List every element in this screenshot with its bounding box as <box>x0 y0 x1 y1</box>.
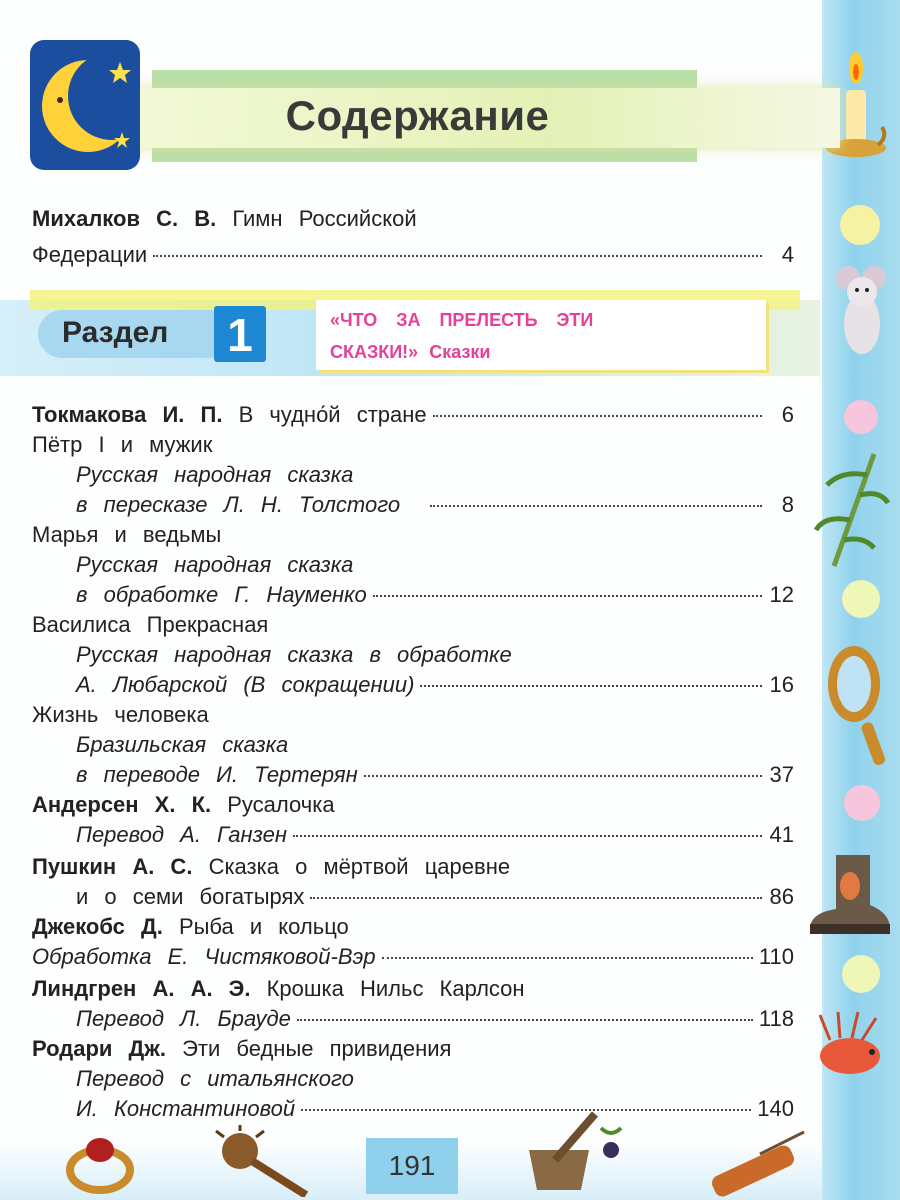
toc-entry-pushkin-sub <box>76 882 794 912</box>
toc-entry-petr-sub2 <box>76 490 794 520</box>
toc-entry-mikhalkov <box>32 204 794 234</box>
entry-title: Русалочка <box>227 792 335 817</box>
toc-entry-andersen <box>32 790 794 820</box>
entry-title-cont: и о семи богатырях <box>76 884 305 909</box>
toc-entry-marya-sub2 <box>76 580 794 610</box>
page-ref: 16 <box>769 672 794 697</box>
page-ref: 4 <box>781 242 794 267</box>
page-ref: 41 <box>769 822 794 847</box>
section-label: Раздел <box>62 316 169 349</box>
entry-title-cont: Федерации <box>32 242 148 267</box>
entry-subtitle: А. Любарской <box>76 672 228 697</box>
entry-title: Пётр I и мужик <box>32 432 213 457</box>
toc-entry-petr-sub1 <box>76 460 794 490</box>
mortar-pestle-icon <box>515 1110 625 1200</box>
toc-entry-mikhalkov-line2 <box>32 240 794 270</box>
dot-leader <box>310 897 762 899</box>
page-ref: 37 <box>769 762 794 787</box>
entry-subtitle: Бразильская сказка <box>76 732 289 757</box>
entry-subtitle: в переводе И. Тертерян <box>76 762 358 787</box>
bamboo-icon <box>812 450 892 570</box>
old-boot-icon <box>806 850 892 940</box>
dot-leader <box>293 835 762 837</box>
author-name: Пушкин А. С. <box>32 854 193 879</box>
toc-entry-marya-sub1 <box>76 550 794 580</box>
toc-entry-vasilisa-sub2 <box>76 670 794 700</box>
page-number: 191 <box>366 1138 458 1194</box>
toc-entry-vasilisa <box>32 610 794 640</box>
entry-title: В чудно́й стране <box>238 402 427 427</box>
toc-entry-pushkin <box>32 852 794 882</box>
author-name: Линдгрен А. А. Э. <box>32 976 251 1001</box>
entry-title: Крошка Нильс Карлсон <box>266 976 525 1001</box>
entry-subtitle: Русская народная сказка <box>76 552 354 577</box>
page-ref: 86 <box>769 884 794 909</box>
author-name: Токмакова И. П. <box>32 402 223 427</box>
ring-icon <box>60 1130 140 1196</box>
toc-entry-rodari-sub1 <box>76 1064 794 1094</box>
section-genre: Сказки <box>429 342 491 362</box>
entry-subtitle: Перевод с итальянского <box>76 1066 354 1091</box>
toc-entry-jacobs-sub <box>32 942 794 972</box>
entry-subtitle: Обработка Е. Чистяковой-Вэр <box>32 944 376 969</box>
lionfish-icon <box>800 1010 896 1090</box>
entry-title: Рыба и кольцо <box>178 914 349 939</box>
hand-mirror-icon <box>822 640 894 770</box>
toc-entry-lindgren-sub <box>76 1004 794 1034</box>
entry-subtitle: Перевод Л. Брауде <box>76 1006 291 1031</box>
section-title-line1: «ЧТО ЗА ПРЕЛЕСТЬ ЭТИ <box>330 310 594 330</box>
toc-entry-petr <box>32 430 794 460</box>
page-ref: 12 <box>769 582 794 607</box>
entry-title: Гимн Российской <box>232 206 417 231</box>
toc-entry-tokmakova <box>32 400 794 430</box>
entry-subtitle: И. Константиновой <box>76 1096 296 1121</box>
page-ref: 140 <box>757 1096 794 1121</box>
dot-leader <box>297 1019 753 1021</box>
author-name: Родари Дж. <box>32 1036 166 1061</box>
toc-entry-lindgren <box>32 974 794 1004</box>
entry-subtitle: в обработке Г. Науменко <box>76 582 367 607</box>
page-ref: 8 <box>781 492 794 517</box>
entry-subtitle: Русская народная сказка в обработке <box>76 642 512 667</box>
author-name: Андерсен Х. К. <box>32 792 212 817</box>
page-title: Содержание <box>285 92 550 139</box>
mace-icon <box>210 1125 310 1197</box>
section-number-badge: 1 <box>214 306 266 362</box>
entry-subtitle: Русская народная сказка <box>76 462 354 487</box>
decor-dot <box>844 785 880 821</box>
author-name: Джекобс Д. <box>32 914 163 939</box>
dot-leader <box>382 957 753 959</box>
page-ref: 6 <box>781 402 794 427</box>
toc-entry-jacobs <box>32 912 794 942</box>
dot-leader <box>364 775 762 777</box>
toc-entry-rodari <box>32 1034 794 1064</box>
toc-entry-zhizn-sub1 <box>76 730 794 760</box>
entry-title: Жизнь человека <box>32 702 209 727</box>
toc-entry-marya <box>32 520 794 550</box>
section-title-line2 <box>330 342 490 363</box>
entry-title: Эти бедные привидения <box>182 1036 452 1061</box>
author-name: Михалков С. В. <box>32 206 217 231</box>
entry-title: Марья и ведьмы <box>32 522 222 547</box>
page-ref: 110 <box>758 944 794 969</box>
dot-leader <box>373 595 762 597</box>
page-ref: 118 <box>758 1006 794 1031</box>
toc-entry-zhizn <box>32 700 794 730</box>
decor-dot <box>844 400 878 434</box>
entry-title: Василиса Прекрасная <box>32 612 269 637</box>
dot-leader <box>420 685 762 687</box>
toc-entry-zhizn-sub2 <box>76 760 794 790</box>
decor-dot <box>842 955 880 993</box>
dot-leader <box>433 415 762 417</box>
toc-entry-rodari-sub2 <box>76 1094 794 1124</box>
dot-leader <box>430 505 762 507</box>
quiver-icon <box>700 1130 810 1200</box>
toc-entry-andersen-sub <box>76 820 794 850</box>
mouse-icon <box>832 262 894 362</box>
toc-entry-vasilisa-sub1 <box>76 640 794 670</box>
dot-leader <box>153 255 762 257</box>
decor-dot <box>842 580 880 618</box>
entry-subtitle: Перевод А. Ганзен <box>76 822 287 847</box>
section-title-emph: СКАЗКИ!» <box>330 342 419 362</box>
decor-dot <box>840 205 880 245</box>
entry-note: (В сокращении) <box>243 672 415 697</box>
entry-subtitle: в пересказе Л. Н. Толстого <box>76 492 401 517</box>
entry-title: Сказка о мёртвой царевне <box>208 854 511 879</box>
